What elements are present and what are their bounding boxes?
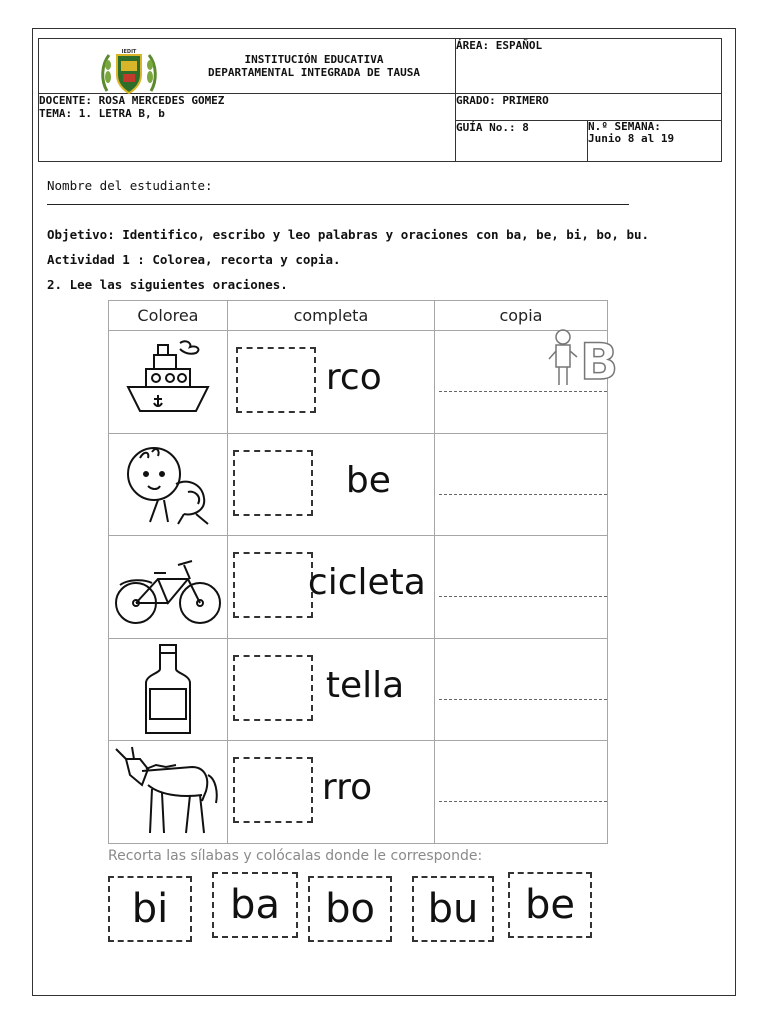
institution-name xyxy=(169,53,459,79)
column-header-colorea: Colorea xyxy=(109,301,228,331)
grade-cell: GRADO: PRIMERO xyxy=(456,94,722,120)
worksheet-row-bottle xyxy=(109,638,608,741)
teacher-name: DOCENTE: ROSA MERCEDES GOMEZ xyxy=(39,94,225,108)
word-fragment: cicleta xyxy=(307,562,426,604)
completion-cell[interactable] xyxy=(227,433,434,536)
column-header-completa: completa xyxy=(227,301,434,331)
syllable-blank-box[interactable] xyxy=(233,552,313,618)
institution-line-2: DEPARTAMENTAL INTEGRADA DE TAUSA xyxy=(208,66,420,79)
bottle-icon xyxy=(138,643,198,737)
copy-cell[interactable] xyxy=(434,536,607,639)
objective: Objetivo: Identifico, escribo y leo palabras y oraciones con ba, be, bi, bo, bu. xyxy=(47,227,650,242)
syllable-blank-box[interactable] xyxy=(233,450,313,516)
word-fragment: be xyxy=(345,459,391,501)
baby-icon xyxy=(118,440,218,530)
donkey-icon xyxy=(112,745,224,839)
cut-instruction: Recorta las sílabas y colócalas donde le corresponde: xyxy=(108,848,483,864)
picture-cell[interactable] xyxy=(109,433,228,536)
word-fragment: tella xyxy=(325,664,405,706)
worksheet-row-baby xyxy=(109,433,608,536)
copy-line[interactable] xyxy=(439,391,607,392)
worksheet-table-wrap xyxy=(108,300,619,844)
copy-cell[interactable] xyxy=(434,433,607,536)
picture-cell[interactable] xyxy=(109,741,228,844)
worksheet-table xyxy=(108,300,619,844)
picture-cell[interactable] xyxy=(109,638,228,741)
boat-icon xyxy=(118,339,218,425)
word-fragment: rro xyxy=(321,767,373,809)
syllable-blank-box[interactable] xyxy=(236,347,316,413)
syllable-card-bi[interactable]: bi xyxy=(108,876,192,942)
copy-line[interactable] xyxy=(439,596,607,597)
teacher-cell xyxy=(39,94,456,162)
instruction-2: 2. Lee las siguientes oraciones. xyxy=(47,277,288,292)
completion-cell[interactable] xyxy=(227,536,434,639)
copy-line[interactable] xyxy=(439,699,607,700)
word-fragment: rco xyxy=(325,357,382,399)
copy-cell[interactable] xyxy=(434,741,607,844)
school-logo xyxy=(99,47,159,97)
worksheet-row-boat xyxy=(109,331,608,434)
week-value: Junio 8 al 19 xyxy=(588,131,675,145)
activity-1: Actividad 1 : Colorea, recorta y copia. xyxy=(47,252,341,267)
column-header-copia: copia xyxy=(434,301,607,331)
picture-cell[interactable] xyxy=(109,536,228,639)
svg-text:IEDIT: IEDIT xyxy=(121,49,137,55)
copy-line[interactable] xyxy=(439,494,607,495)
syllable-blank-box[interactable] xyxy=(233,757,313,823)
bicycle-icon xyxy=(112,543,224,631)
syllable-card-ba[interactable]: ba xyxy=(212,872,298,938)
svg-text:B: B xyxy=(579,333,619,392)
worksheet-row-bicycle xyxy=(109,536,608,639)
copy-cell[interactable] xyxy=(434,638,607,741)
student-name-line[interactable] xyxy=(47,204,629,205)
copy-cell[interactable] xyxy=(434,331,619,434)
syllable-card-bo[interactable]: bo xyxy=(308,876,392,942)
student-name-label: Nombre del estudiante: xyxy=(47,178,213,193)
week-cell xyxy=(588,120,722,161)
completion-cell[interactable] xyxy=(227,741,434,844)
header-table xyxy=(38,38,722,162)
area-cell: ÁREA: ESPAÑOL xyxy=(456,39,722,94)
copy-line[interactable] xyxy=(439,801,607,802)
guide-number-cell: GUÍA No.: 8 xyxy=(456,120,588,161)
syllable-card-be[interactable]: be xyxy=(508,872,592,938)
syllable-card-bu[interactable]: bu xyxy=(412,876,494,942)
worksheet-row-donkey xyxy=(109,741,608,844)
completion-cell[interactable] xyxy=(227,638,434,741)
week-label: N.º SEMANA: xyxy=(588,119,661,133)
institution-cell xyxy=(39,39,456,94)
institution-line-1: INSTITUCIÓN EDUCATIVA xyxy=(244,53,384,66)
completion-cell[interactable] xyxy=(227,331,434,434)
picture-cell[interactable] xyxy=(109,331,228,434)
letter-b-decoration xyxy=(543,327,627,391)
topic: TEMA: 1. LETRA B, b xyxy=(39,107,165,121)
syllable-blank-box[interactable] xyxy=(233,655,313,721)
